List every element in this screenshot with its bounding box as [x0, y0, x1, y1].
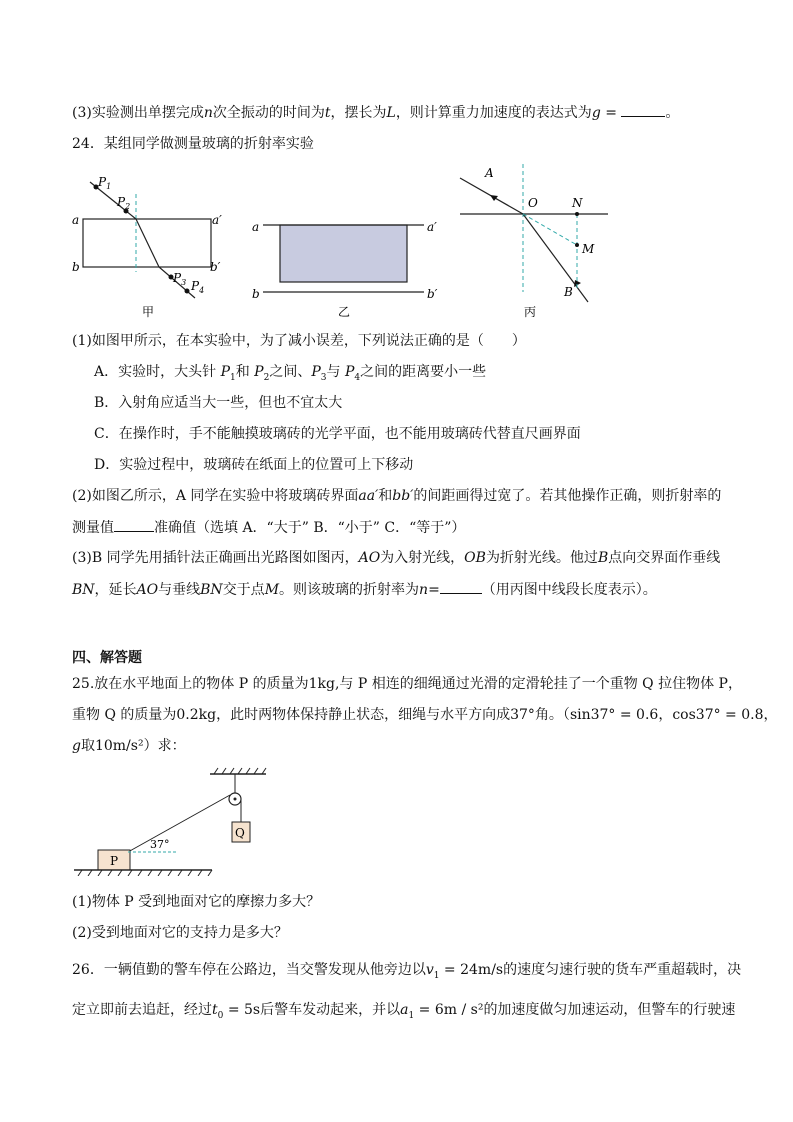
- q25-figure: [70, 766, 300, 876]
- answer-blank[interactable]: [621, 102, 665, 117]
- option-a[interactable]: A．实验时，大头针 $P_1$和 $P_2$之间、$P_3$与 $P_4$之间的距离要小一些: [94, 364, 487, 383]
- svg-text:P2: $P_2$: [117, 195, 131, 211]
- svg-text:B: B: [564, 285, 573, 299]
- section-heading: 四、解答题: [72, 650, 142, 666]
- figure-bing: [460, 164, 608, 319]
- svg-text:P: P: [110, 854, 119, 868]
- q24-title: 24．某组同学做测量玻璃的折射率实验: [72, 136, 314, 152]
- svg-text:b: b: [252, 287, 260, 301]
- svg-text:P3: $P_3$: [173, 271, 187, 287]
- q25-line2: 重物 Q 的质量为0.2kg，此时两物体保持静止状态，细绳与水平方向成37°角。（sin37° = 0.6，cos37° = 0.8，: [72, 707, 778, 723]
- svg-text:Q: Q: [235, 826, 245, 840]
- svg-text:P4: $P_4$: [191, 279, 205, 295]
- q25-sub2: (2)受到地面对它的支持力是多大？: [72, 925, 288, 941]
- svg-text:b′: b′: [427, 287, 438, 301]
- svg-text:a: a: [72, 213, 80, 227]
- q24-part2-line2: 测量值 准确值（选填 A．“大于” B．“小于” C．“等于”）: [72, 517, 465, 538]
- answer-blank[interactable]: [440, 579, 482, 594]
- q26-line1: 26．一辆值勤的警车停在公路边，当交警发现从他旁边以$v_1 = 24m/s$的速度匀速行驶的货车严重超载时，决: [72, 962, 742, 981]
- q26-line2: 定立即前去追赶，经过$t_0 = 5s$后警车发动起来，并以$a_1 = 6m / s^2$的加速度做匀加速运动，但警车的行驶速: [72, 1002, 736, 1021]
- option-c[interactable]: C．在操作时，手不能触摸玻璃砖的光学平面，也不能用玻璃砖代替直尺画界面: [94, 426, 581, 442]
- q25-line3: g取10m/s²）求：: [72, 738, 186, 754]
- svg-text:乙: 乙: [338, 305, 351, 319]
- svg-text:a′: a′: [427, 220, 437, 234]
- svg-text:甲: 甲: [142, 305, 155, 319]
- figure-yi: [252, 220, 438, 319]
- svg-text:N: N: [572, 196, 583, 210]
- q23-part3: (3)实验测出单摆完成n次全振动的时间为t，摆长为L，则计算重力加速度的表达式为g = 。: [72, 102, 679, 123]
- svg-text:a′: a′: [212, 213, 222, 227]
- pin-p4: [185, 289, 190, 294]
- glass-block: [280, 225, 407, 282]
- svg-text:P1: $P_1$: [98, 175, 112, 191]
- svg-text:a: a: [252, 220, 260, 234]
- q24-part3-line2: BN，延长AO与垂线BN交于点M。则该玻璃的折射率为n= （用丙图中线段长度表示）。: [72, 579, 657, 600]
- svg-text:O: O: [528, 196, 538, 210]
- q24-part3-line1: (3)B 同学先用插针法正确画出光路图如图丙，AO为入射光线，OB为折射光线。他过B点向交界面作垂线: [72, 550, 721, 566]
- q25-line1: 25.放在水平地面上的物体 P 的质量为1kg,与 P 相连的细绳通过光滑的定滑轮挂了一个重物 Q 拉住物体 P，: [72, 676, 742, 692]
- q25-sub1: (1)物体 P 受到地面对它的摩擦力多大？: [72, 894, 321, 910]
- svg-text:b′: b′: [210, 260, 221, 274]
- svg-text:丙: 丙: [524, 305, 537, 319]
- svg-text:A: A: [485, 166, 494, 180]
- option-d[interactable]: D．实验过程中，玻璃砖在纸面上的位置可上下移动: [94, 457, 414, 473]
- q24-part1: (1)如图甲所示，在本实验中，为了减小误差，下列说法正确的是（ ）: [72, 333, 526, 349]
- svg-text:b: b: [72, 260, 80, 274]
- figure-jia: [72, 175, 222, 319]
- option-b[interactable]: B．入射角应适当大一些，但也不宜太大: [94, 395, 343, 411]
- q24-part2-line1: (2)如图乙所示，A 同学在实验中将玻璃砖界面aa′和bb′的间距画得过宽了。若其他操作正确，则折射率的: [72, 488, 722, 504]
- q24-figures: [60, 162, 620, 324]
- answer-blank[interactable]: [114, 517, 154, 532]
- svg-text:37°: 37°: [150, 838, 170, 851]
- svg-text:M: M: [582, 242, 595, 256]
